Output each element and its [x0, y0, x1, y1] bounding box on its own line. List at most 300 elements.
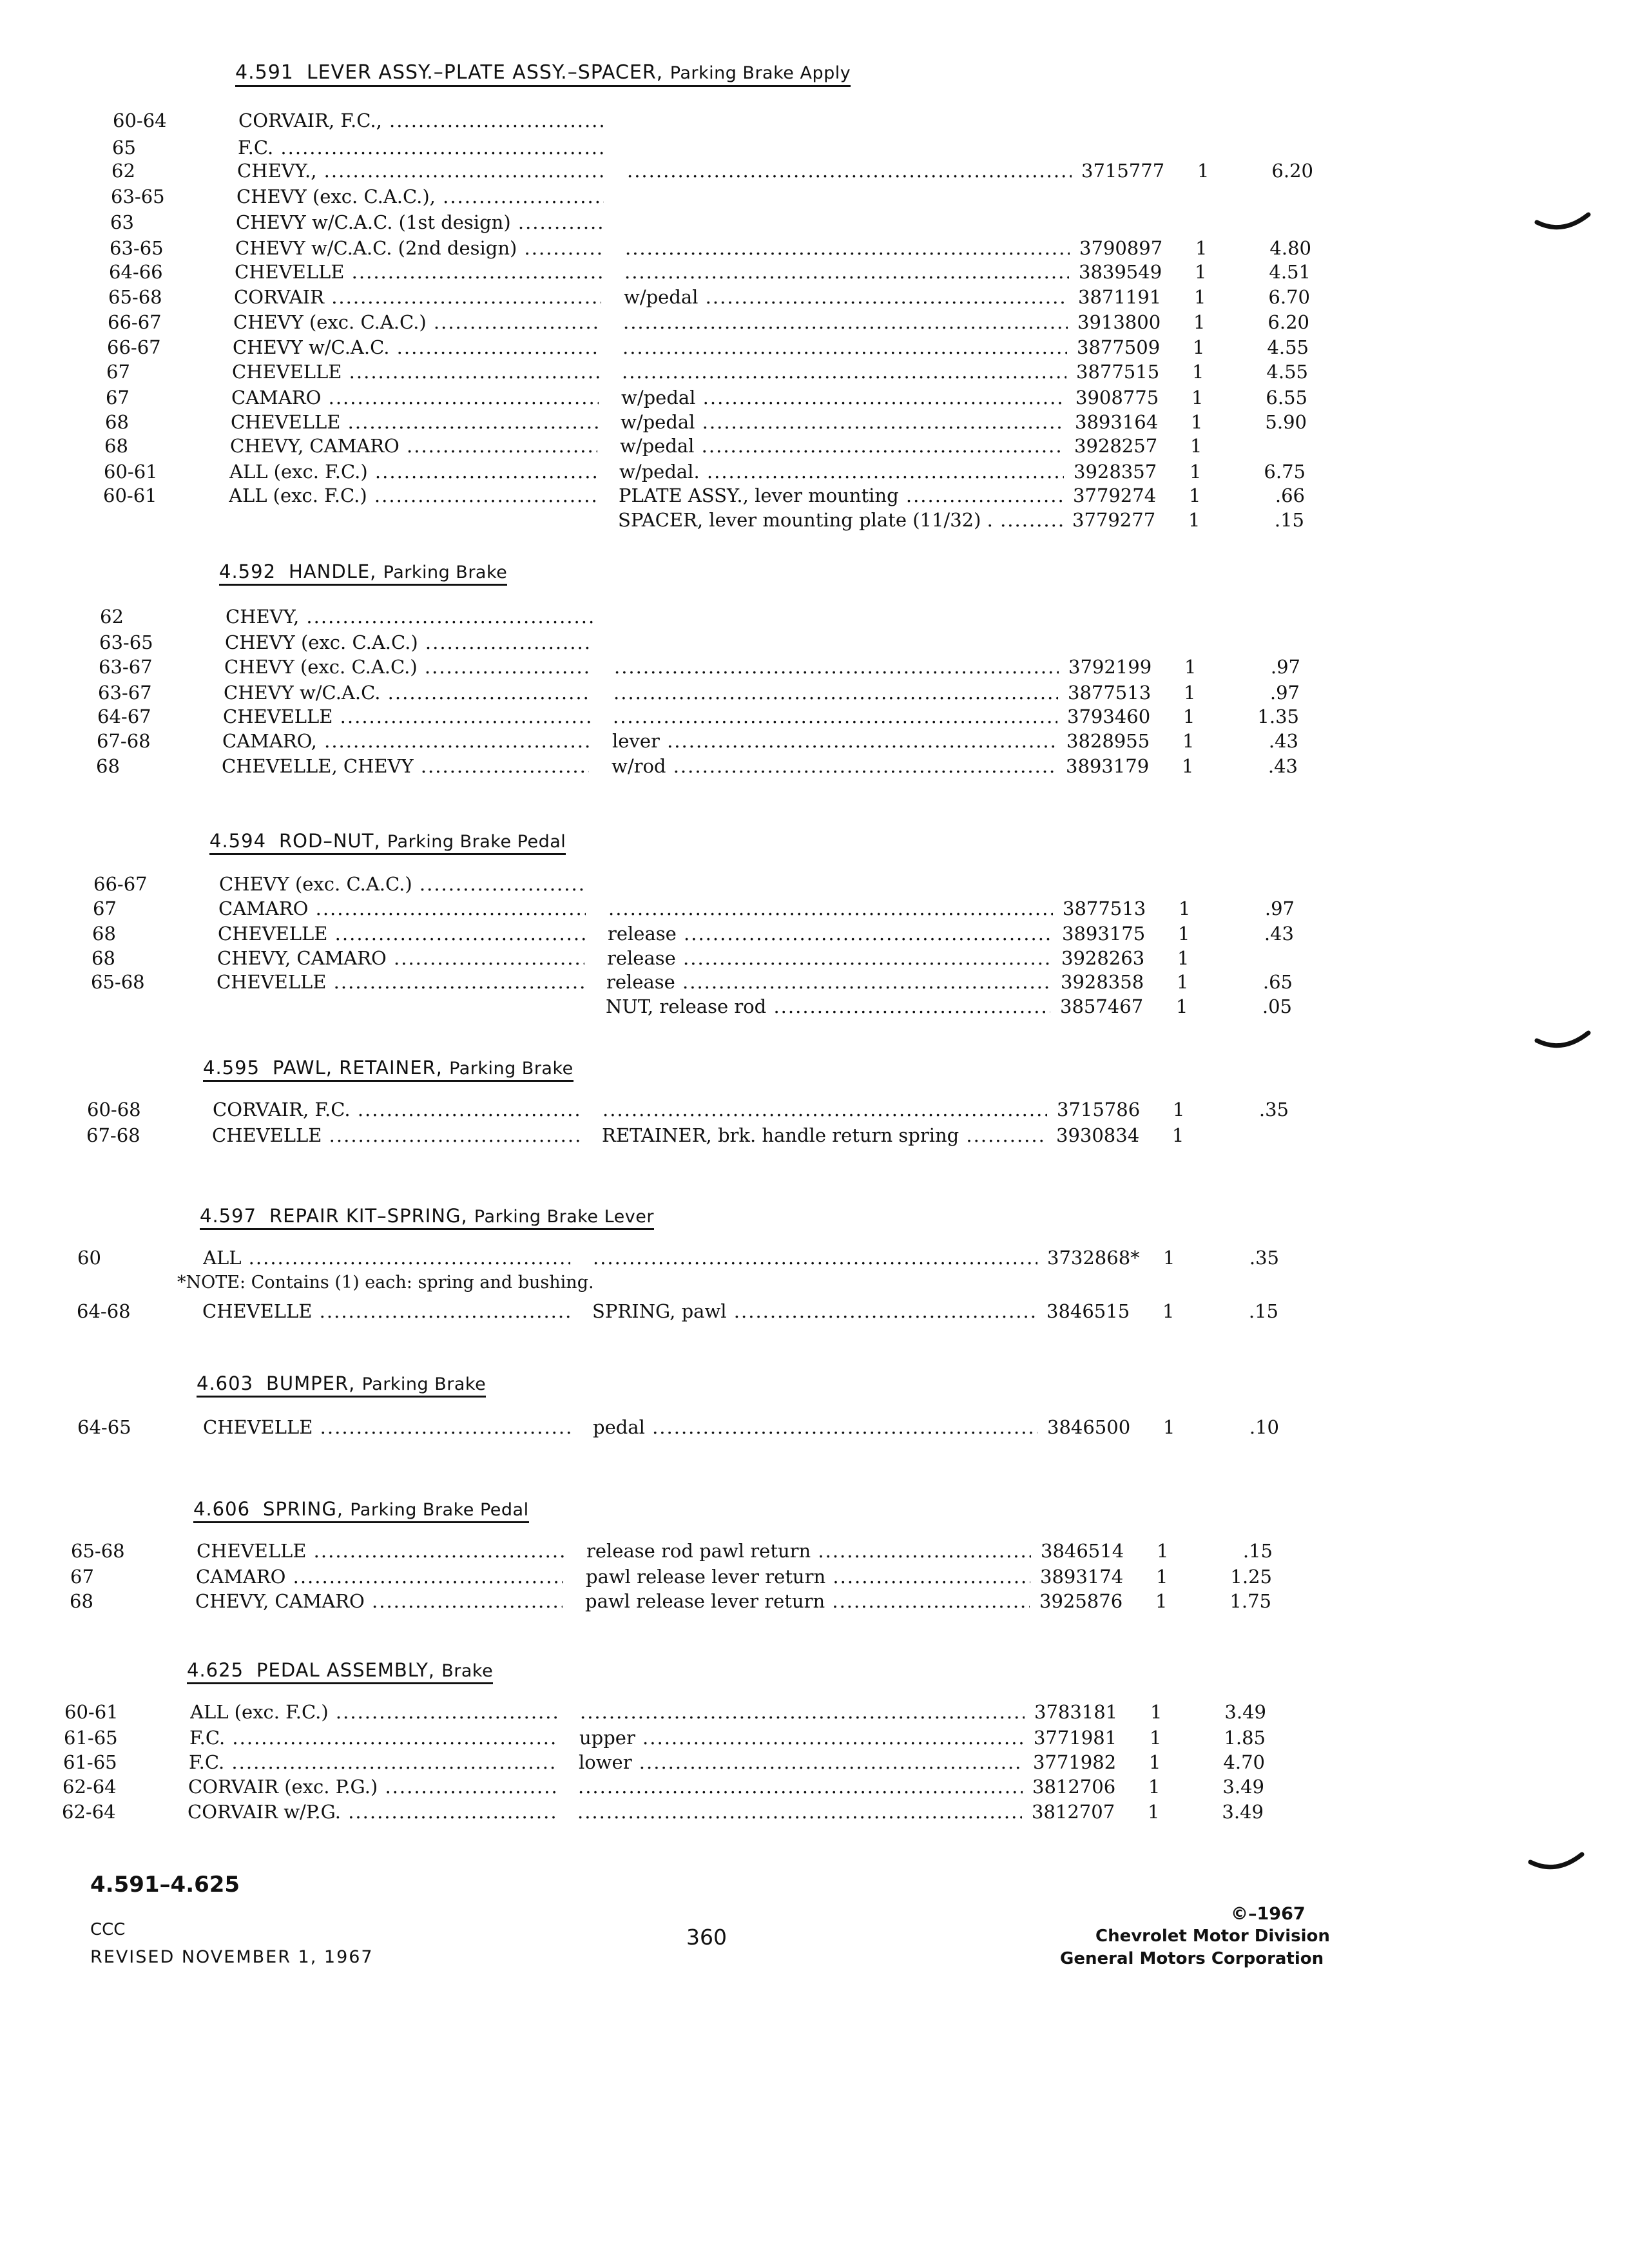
- description: [625, 237, 1070, 259]
- description: [612, 730, 1057, 752]
- part-number: [1081, 160, 1194, 182]
- year-range: [105, 411, 129, 433]
- quantity: [1150, 1701, 1162, 1723]
- price-text: 4.80: [1269, 237, 1311, 259]
- section-name: ROD–NUT,: [279, 830, 381, 852]
- year-range: [93, 898, 117, 919]
- year-range: [110, 211, 134, 233]
- part-number: [1075, 387, 1188, 408]
- model-name-text: CHEVY w/C.A.C.: [233, 336, 390, 358]
- model-name-text: CHEVY (exc. C.A.C.): [219, 873, 412, 895]
- section-number: 4.595: [203, 1057, 260, 1079]
- section-subtitle: Parking Brake Pedal: [350, 1500, 529, 1520]
- parts-row: [12, 631, 1629, 656]
- quantity: [1148, 1801, 1159, 1823]
- punch-mark-1: [1534, 209, 1592, 235]
- part-number-text: 3812707: [1032, 1801, 1115, 1823]
- year-range: [103, 485, 157, 506]
- year-range-text: 68: [92, 947, 115, 969]
- parts-row: [0, 1540, 1613, 1564]
- description-text: pedal: [593, 1416, 645, 1438]
- model-name: [223, 706, 590, 727]
- quantity: [1172, 1124, 1184, 1146]
- part-number-text: 3846500: [1047, 1416, 1131, 1438]
- section-name: PEDAL ASSEMBLY,: [256, 1659, 436, 1681]
- description: [606, 971, 1051, 993]
- year-range-text: 60-64: [113, 110, 167, 131]
- part-number: [1077, 336, 1190, 358]
- quantity-text: 1: [1183, 706, 1195, 727]
- quantity: [1195, 261, 1206, 283]
- quantity-text: 1: [1176, 995, 1188, 1017]
- model-name: [188, 1776, 555, 1798]
- model-name: [196, 1566, 563, 1588]
- model-name-text: CHEVY, CAMARO: [217, 947, 387, 969]
- model-name-text: CHEVELLE: [202, 1300, 313, 1322]
- price-text: .10: [1249, 1416, 1279, 1438]
- part-number: [1032, 1801, 1144, 1823]
- parts-row: [24, 160, 1629, 184]
- description: [586, 1540, 1031, 1562]
- description: [621, 411, 1065, 433]
- model-name-text: CHEVELLE: [203, 1416, 313, 1438]
- price-text: .35: [1258, 1099, 1289, 1120]
- price-text: 3.49: [1222, 1801, 1264, 1823]
- price-text: 6.55: [1266, 387, 1307, 408]
- parts-row: [13, 606, 1629, 630]
- year-range-text: 60-61: [103, 485, 157, 506]
- quantity-text: 1: [1182, 755, 1194, 777]
- model-name-text: CHEVELLE: [235, 261, 345, 283]
- price: [1229, 656, 1300, 678]
- part-number: [1066, 730, 1179, 752]
- model-name: [224, 656, 592, 678]
- year-range-text: 60-61: [104, 461, 158, 483]
- year-range-text: 62: [100, 606, 124, 628]
- price-text: .43: [1268, 730, 1298, 752]
- quantity-text: 1: [1150, 1701, 1162, 1723]
- part-number-text: 3877513: [1068, 682, 1152, 704]
- section-title-4-597: [200, 1205, 654, 1230]
- section-subtitle: Parking Brake: [449, 1059, 574, 1079]
- parts-row: [5, 923, 1629, 947]
- quantity-text: 1: [1148, 1776, 1161, 1798]
- price: [1227, 755, 1298, 777]
- model-name-text: ALL (exc. F.C.): [229, 461, 368, 483]
- year-range-text: 66-67: [107, 336, 161, 358]
- model-name: [233, 336, 600, 358]
- part-number: [1074, 461, 1186, 483]
- parts-row: [17, 461, 1629, 485]
- year-range-text: 67: [106, 387, 130, 408]
- model-name-text: CAMARO: [231, 387, 322, 408]
- part-number: [1061, 971, 1173, 993]
- price-text: 6.20: [1271, 160, 1313, 182]
- part-number: [1076, 361, 1189, 383]
- footer-corporation: General Motors Corporation: [1060, 1949, 1324, 1968]
- quantity: [1197, 160, 1209, 182]
- part-number: [1077, 311, 1190, 333]
- model-name-text: CHEVELLE, CHEVY: [222, 755, 414, 777]
- part-number: [1060, 995, 1173, 1017]
- year-range-text: 64-67: [97, 706, 151, 727]
- part-number: [1047, 1416, 1160, 1438]
- model-name: [235, 237, 602, 259]
- quantity: [1184, 656, 1196, 678]
- quantity: [1192, 361, 1204, 383]
- description-text: RETAINER, brk. handle return spring: [602, 1124, 959, 1146]
- price-text: 1.85: [1224, 1727, 1266, 1749]
- model-name: [219, 873, 586, 895]
- price: [1223, 923, 1294, 945]
- quantity: [1155, 1590, 1167, 1612]
- quantity-text: 1: [1193, 311, 1206, 333]
- description: [593, 1416, 1037, 1438]
- price-text: 6.70: [1268, 286, 1310, 308]
- model-name: [224, 682, 591, 704]
- quantity: [1163, 1247, 1175, 1269]
- price-text: 6.75: [1264, 461, 1306, 483]
- year-range: [99, 631, 153, 653]
- year-range: [111, 160, 135, 182]
- quantity: [1182, 755, 1193, 777]
- model-name-text: CHEVELLE: [218, 923, 328, 945]
- year-range-text: 60-61: [64, 1701, 119, 1723]
- year-range: [86, 1124, 140, 1146]
- price-text: 4.70: [1223, 1751, 1265, 1773]
- part-number: [1056, 1124, 1169, 1146]
- description: [586, 1566, 1030, 1588]
- model-name: [225, 631, 592, 653]
- quantity: [1188, 509, 1200, 531]
- price: [1208, 1416, 1279, 1438]
- year-range: [99, 656, 153, 678]
- part-number: [1061, 947, 1174, 969]
- model-name: [218, 898, 586, 919]
- year-range-text: 68: [104, 435, 128, 457]
- model-name-text: CORVAIR: [234, 286, 324, 308]
- price: [1240, 261, 1311, 283]
- model-name-text: F.C.: [189, 1727, 226, 1749]
- price: [1239, 311, 1309, 333]
- quantity-text: 1: [1184, 682, 1196, 704]
- description-text: release rod pawl return: [586, 1540, 811, 1562]
- year-range-text: 65-68: [108, 286, 162, 308]
- section-name: HANDLE,: [289, 561, 377, 582]
- model-name: [212, 1124, 579, 1146]
- price: [1222, 971, 1293, 993]
- quantity: [1191, 411, 1202, 433]
- part-number-text: 3715777: [1081, 160, 1165, 182]
- model-name-text: CORVAIR w/P.G.: [188, 1801, 341, 1823]
- model-name: [202, 1300, 570, 1322]
- section-subtitle: Parking Brake: [361, 1374, 487, 1394]
- part-number: [1074, 435, 1187, 457]
- quantity-text: 1: [1156, 1566, 1168, 1588]
- model-name-text: CHEVY w/C.A.C. (1st design): [236, 211, 511, 233]
- part-number: [1067, 706, 1180, 727]
- description: [624, 261, 1069, 283]
- year-range-text: 63-65: [99, 631, 153, 653]
- price: [1237, 361, 1308, 383]
- quantity: [1191, 387, 1203, 408]
- model-name: [188, 1801, 555, 1823]
- price-text: .66: [1275, 485, 1305, 506]
- quantity: [1173, 1099, 1184, 1120]
- year-range-text: 62-64: [62, 1801, 116, 1823]
- quantity: [1184, 682, 1195, 704]
- model-name: [226, 606, 593, 628]
- part-number-text: 3893164: [1075, 411, 1159, 433]
- model-name-text: CHEVY (exc. C.A.C.),: [236, 186, 436, 207]
- quantity: [1183, 706, 1195, 727]
- section-subtitle: Parking Brake Pedal: [387, 832, 566, 852]
- description: [618, 509, 1063, 531]
- model-name: [222, 755, 589, 777]
- price-text: .97: [1264, 898, 1295, 919]
- part-number: [1039, 1590, 1152, 1612]
- section-number: 4.594: [209, 830, 267, 852]
- model-name: [232, 361, 599, 383]
- model-name: [213, 1099, 580, 1120]
- model-name-text: CHEVELLE: [232, 361, 342, 383]
- price: [1224, 898, 1295, 919]
- section-subtitle: Parking Brake: [383, 562, 508, 582]
- parts-row: [6, 898, 1629, 922]
- price: [1242, 160, 1313, 182]
- price-text: .15: [1248, 1300, 1278, 1322]
- year-range: [91, 971, 145, 993]
- quantity-text: 1: [1177, 947, 1190, 969]
- parts-row: [21, 286, 1629, 311]
- quantity: [1190, 435, 1202, 457]
- year-range: [77, 1300, 131, 1322]
- description-text: SPRING, pawl: [592, 1300, 727, 1322]
- description: [593, 1247, 1037, 1269]
- part-number-text: 3779274: [1073, 485, 1157, 506]
- year-range: [106, 387, 130, 408]
- part-number-text: 3783181: [1034, 1701, 1118, 1723]
- model-name: [217, 971, 584, 993]
- parts-row: [17, 435, 1629, 459]
- quantity: [1163, 1416, 1175, 1438]
- price: [1233, 509, 1304, 531]
- year-range: [98, 682, 152, 704]
- section-name: SPRING,: [263, 1498, 344, 1520]
- model-name-text: CHEVELLE: [197, 1540, 307, 1562]
- parts-row: [5, 947, 1629, 972]
- quantity-text: 1: [1190, 461, 1202, 483]
- description: [585, 1590, 1030, 1612]
- description: [624, 286, 1068, 308]
- model-name-text: CHEVY.,: [237, 160, 317, 182]
- part-number-text: 3893175: [1062, 923, 1146, 945]
- model-name-text: CORVAIR, F.C.,: [238, 110, 382, 131]
- model-name: [218, 923, 585, 945]
- description: [613, 682, 1058, 704]
- parts-row: [0, 1776, 1605, 1800]
- parts-row: [25, 137, 1629, 161]
- parts-row: [0, 1124, 1628, 1149]
- price-text: 1.35: [1257, 706, 1299, 727]
- price-text: 1.25: [1230, 1566, 1272, 1588]
- part-number: [1073, 485, 1186, 506]
- description-text: NUT, release rod: [606, 995, 767, 1017]
- price: [1228, 706, 1299, 727]
- year-range-text: 62: [111, 160, 135, 182]
- year-range-text: 68: [70, 1590, 93, 1612]
- quantity-text: 1: [1194, 286, 1206, 308]
- part-number-text: 3877515: [1076, 361, 1160, 383]
- part-number-text: 3857467: [1060, 995, 1144, 1017]
- part-number: [1079, 237, 1192, 259]
- parts-row: [23, 237, 1629, 262]
- year-range: [64, 1727, 118, 1749]
- year-range: [92, 923, 116, 945]
- parts-row: [10, 706, 1629, 730]
- quantity-text: 1: [1150, 1727, 1162, 1749]
- year-range-text: 63-67: [99, 656, 153, 678]
- model-name-text: CAMARO: [196, 1566, 286, 1588]
- model-name: [234, 286, 601, 308]
- parts-row: [23, 211, 1629, 236]
- parts-row: [18, 411, 1629, 436]
- quantity: [1176, 995, 1188, 1017]
- year-range: [112, 137, 136, 159]
- part-number-text: 3930834: [1056, 1124, 1140, 1146]
- parts-row: [0, 1590, 1612, 1615]
- description-text: w/pedal: [621, 387, 696, 408]
- model-name-text: CHEVY, CAMARO: [195, 1590, 365, 1612]
- year-range-text: 68: [105, 411, 129, 433]
- year-range-text: 61-65: [64, 1727, 118, 1749]
- part-number: [1063, 898, 1175, 919]
- quantity: [1195, 237, 1207, 259]
- part-number: [1068, 656, 1181, 678]
- year-range: [64, 1701, 119, 1723]
- part-number-text: 3928257: [1074, 435, 1158, 457]
- price-text: .43: [1268, 755, 1298, 777]
- model-name-text: CHEVELLE: [217, 971, 327, 993]
- year-range-text: 64-66: [109, 261, 163, 283]
- price-text: 5.90: [1265, 411, 1307, 433]
- model-name-text: CHEVY (exc. C.A.C.): [233, 311, 427, 333]
- description: [622, 336, 1067, 358]
- part-number-text: 3877513: [1063, 898, 1146, 919]
- year-range-text: 66-67: [108, 311, 162, 333]
- quantity: [1156, 1566, 1168, 1588]
- footer-range: 4.591–4.625: [90, 1872, 240, 1898]
- parts-row: [4, 971, 1629, 995]
- part-number-text: 3893179: [1066, 755, 1150, 777]
- part-number: [1040, 1566, 1153, 1588]
- price: [1218, 1099, 1289, 1120]
- quantity-text: 1: [1192, 361, 1204, 383]
- section-title-4-625: [187, 1659, 493, 1684]
- part-number: [1079, 261, 1191, 283]
- year-range-text: 62-64: [63, 1776, 117, 1798]
- year-range: [97, 706, 151, 727]
- part-number-text: 3839549: [1079, 261, 1162, 283]
- part-number: [1046, 1300, 1159, 1322]
- price-text: 6.20: [1268, 311, 1309, 333]
- model-name: [238, 137, 605, 159]
- parts-row: [0, 1701, 1606, 1725]
- year-range-text: 63-65: [111, 186, 165, 207]
- model-name: [217, 947, 584, 969]
- price: [1194, 1751, 1265, 1773]
- year-range-text: 67: [93, 898, 117, 919]
- parts-row: [0, 1099, 1629, 1123]
- parts-row: [0, 1566, 1612, 1590]
- year-range-text: 60: [77, 1247, 101, 1269]
- section-number: 4.591: [235, 61, 294, 84]
- price-text: .43: [1264, 923, 1294, 945]
- year-range-text: 60-68: [87, 1099, 141, 1120]
- year-range: [63, 1776, 117, 1798]
- footer-copyright: ©–1967: [1231, 1904, 1306, 1924]
- model-name: [197, 1540, 564, 1562]
- part-number-text: 3925876: [1039, 1590, 1123, 1612]
- quantity: [1190, 461, 1201, 483]
- part-number-text: 3871191: [1078, 286, 1162, 308]
- parts-row: [9, 755, 1629, 780]
- description-text: release: [606, 971, 675, 993]
- description: [602, 1124, 1046, 1146]
- parts-row: [19, 387, 1629, 411]
- part-number: [1066, 755, 1179, 777]
- description: [612, 755, 1056, 777]
- part-number-text: 3715786: [1057, 1099, 1141, 1120]
- quantity-text: 1: [1191, 387, 1204, 408]
- parts-row: [0, 1300, 1619, 1325]
- model-name: [230, 435, 597, 457]
- quantity: [1194, 286, 1206, 308]
- year-range-text: 65: [112, 137, 136, 159]
- quantity: [1177, 947, 1189, 969]
- description: [578, 1776, 1023, 1798]
- description-text: PLATE ASSY., lever mounting: [619, 485, 899, 506]
- part-number-text: 3732868*: [1047, 1247, 1140, 1269]
- parts-row: [11, 682, 1629, 706]
- quantity-text: 1: [1193, 336, 1205, 358]
- quantity: [1177, 971, 1188, 993]
- part-number: [1068, 682, 1181, 704]
- year-range-text: 68: [92, 923, 116, 945]
- part-number: [1078, 286, 1191, 308]
- quantity: [1189, 485, 1200, 506]
- price: [1200, 1590, 1271, 1612]
- model-name: [189, 1727, 557, 1749]
- quantity: [1149, 1751, 1161, 1773]
- description: [577, 1801, 1022, 1823]
- price-text: 4.55: [1266, 361, 1308, 383]
- quantity: [1157, 1540, 1168, 1562]
- section-title-4-592: [219, 561, 507, 586]
- model-name-text: CORVAIR (exc. P.G.): [188, 1776, 378, 1798]
- model-name: [203, 1416, 570, 1438]
- description-text: upper: [579, 1727, 635, 1749]
- model-name: [190, 1701, 557, 1723]
- model-name: [235, 261, 602, 283]
- quantity: [1179, 898, 1190, 919]
- part-number-text: 3893174: [1040, 1566, 1124, 1588]
- quantity-text: 1: [1178, 923, 1190, 945]
- section-subtitle: Brake: [441, 1661, 494, 1681]
- quantity-text: 1: [1155, 1590, 1168, 1612]
- quantity-text: 1: [1172, 1124, 1184, 1146]
- year-range-text: 67-68: [86, 1124, 140, 1146]
